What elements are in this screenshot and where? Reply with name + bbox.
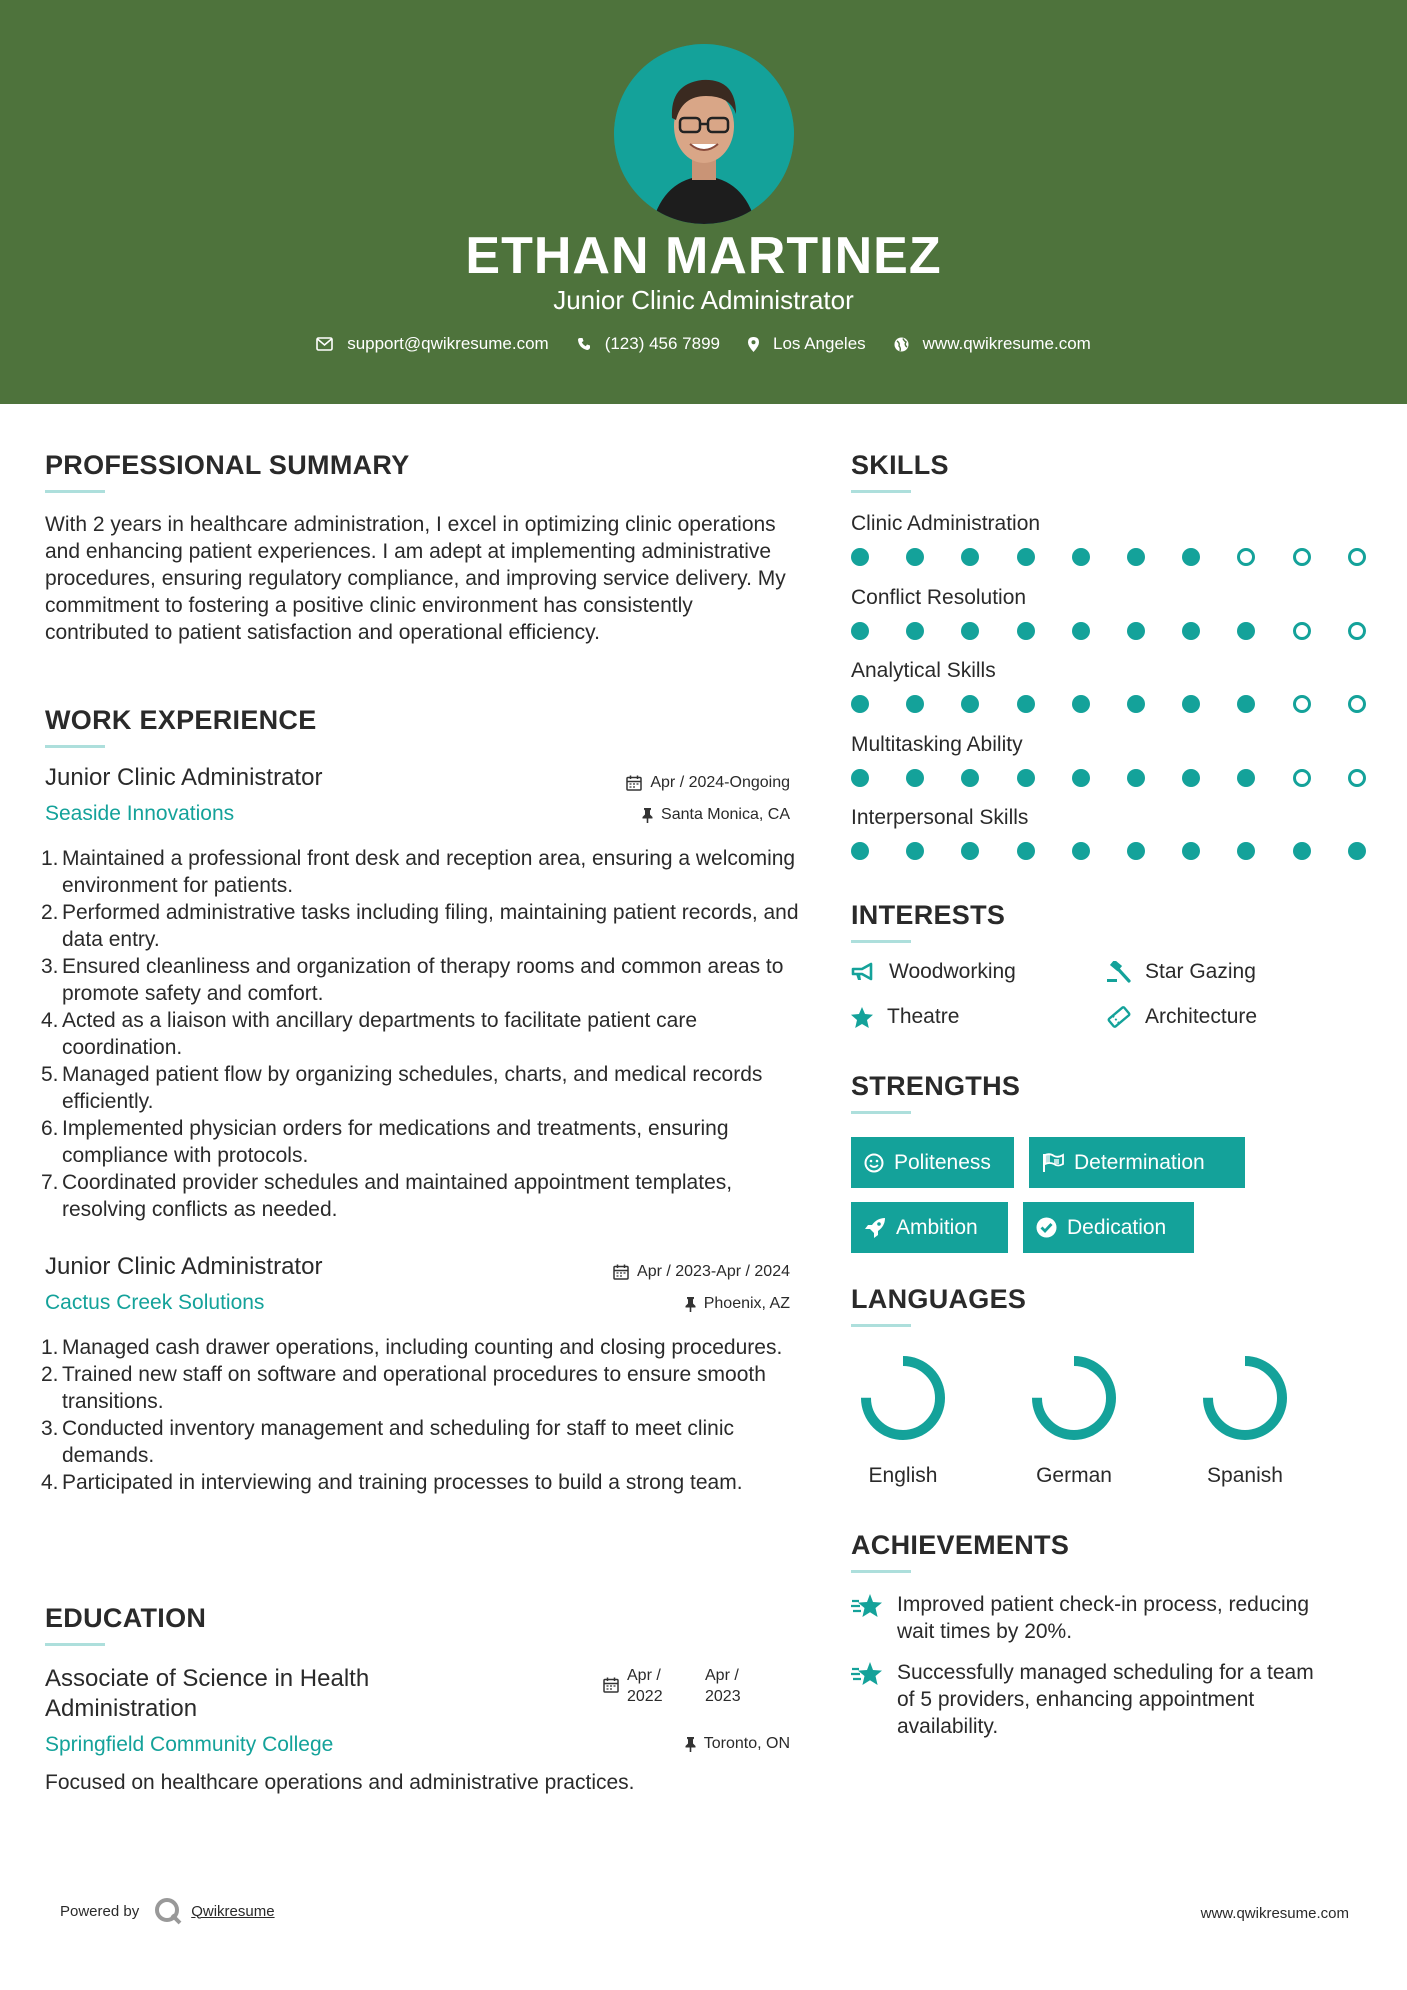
- rating-dot-filled: [1182, 842, 1200, 860]
- achievements-underline: [851, 1570, 911, 1573]
- map-marker-icon: [748, 337, 759, 352]
- rating-dot-empty: [1348, 622, 1366, 640]
- rating-dot-empty: [1348, 769, 1366, 787]
- job-2-company: Cactus Creek Solutions: [45, 1291, 265, 1314]
- rating-dot-filled: [1182, 769, 1200, 787]
- pin-icon: [642, 808, 653, 823]
- skill-rating: [851, 548, 1371, 568]
- rating-dot-empty: [1293, 769, 1311, 787]
- pin-icon: [685, 1737, 696, 1752]
- rating-dot-filled: [1017, 695, 1035, 713]
- contact-email[interactable]: [316, 334, 549, 354]
- footer-url[interactable]: www.qwikresume.com: [1200, 1905, 1349, 1922]
- smile-icon: [864, 1153, 884, 1173]
- job-1-location: Santa Monica, CA: [540, 806, 790, 824]
- rating-dot-filled: [1072, 769, 1090, 787]
- rating-dot-filled: [1072, 622, 1090, 640]
- achievements-heading: ACHIEVEMENTS: [851, 1530, 1070, 1560]
- rating-dot-filled: [1072, 842, 1090, 860]
- location-text: Los Angeles: [773, 334, 866, 353]
- job-1-company: Seaside Innovations: [45, 802, 235, 825]
- rating-dot-filled: [961, 842, 979, 860]
- rating-dot-empty: [1348, 695, 1366, 713]
- list-item: 7. Coordinated provider schedules and maintained appointment templates, resolving conflicts as needed.: [41, 1171, 733, 1221]
- interest-star-gazing: Star Gazing: [1107, 960, 1256, 984]
- language-level-ring: [1200, 1353, 1290, 1443]
- rating-dot-filled: [1127, 622, 1145, 640]
- language-name: German: [1036, 1464, 1112, 1487]
- phone-icon: [577, 337, 591, 351]
- languages-underline: [851, 1324, 911, 1327]
- flag-icon: [1042, 1153, 1064, 1173]
- education-end: Apr / 2023: [705, 1667, 741, 1705]
- rating-dot-filled: [906, 695, 924, 713]
- interests-heading: INTERESTS: [851, 900, 1006, 930]
- skill-rating: [851, 842, 1371, 862]
- contact-phone[interactable]: [577, 334, 720, 354]
- rating-dot-filled: [961, 622, 979, 640]
- language-level-ring: [1029, 1353, 1119, 1443]
- interests-underline: [851, 940, 911, 943]
- job-1-title: Junior Clinic Administrator: [45, 764, 323, 791]
- rating-dot-filled: [1237, 695, 1255, 713]
- rating-dot-filled: [961, 548, 979, 566]
- skill-name: Multitasking Ability: [851, 732, 1023, 756]
- rating-dot-filled: [1182, 695, 1200, 713]
- job-2-location: Phoenix, AZ: [540, 1295, 790, 1313]
- achievement-2: Successfully managed scheduling for a team of 5 providers, enhancing appointment availability.: [851, 1659, 1331, 1740]
- list-item: 2. Performed administrative tasks including filing, maintaining patient records, and data entry.: [41, 901, 799, 951]
- bullhorn-icon: [851, 962, 875, 982]
- skill-name: Clinic Administration: [851, 512, 1041, 535]
- flying-star-icon: [851, 1661, 883, 1687]
- rating-dot-filled: [961, 769, 979, 787]
- rating-dot-filled: [1182, 548, 1200, 566]
- header-banner: [0, 0, 1407, 404]
- rating-dot-filled: [961, 695, 979, 713]
- strength-determination: Determination: [1029, 1137, 1245, 1188]
- interest-woodworking: Woodworking: [851, 960, 1016, 984]
- language-name: English: [868, 1464, 938, 1487]
- interest-theatre: Theatre: [851, 1005, 959, 1029]
- language-level-arc: [1208, 1361, 1282, 1435]
- qwikresume-logo-icon: [153, 1896, 183, 1926]
- rating-dot-filled: [1017, 548, 1035, 566]
- flying-star-icon: [851, 1593, 883, 1619]
- gavel-icon: [1107, 961, 1131, 983]
- rating-dot-filled: [1237, 622, 1255, 640]
- rating-dot-empty: [1293, 622, 1311, 640]
- interest-architecture: Architecture: [1107, 1005, 1257, 1029]
- education-heading: EDUCATION: [45, 1603, 207, 1633]
- skills-heading: SKILLS: [851, 450, 949, 480]
- language-level-ring: [858, 1353, 948, 1443]
- list-item: 4. Participated in interviewing and training processes to build a strong team.: [41, 1471, 743, 1494]
- skill-name: Conflict Resolution: [851, 585, 1027, 609]
- strength-dedication: Dedication: [1023, 1202, 1194, 1253]
- skill-rating: [851, 622, 1371, 642]
- summary-underline: [45, 490, 105, 493]
- rating-dot-empty: [1237, 548, 1255, 566]
- list-item: 2. Trained new staff on software and operational procedures to ensure smooth transitions.: [41, 1363, 766, 1413]
- list-item: 4. Acted as a liaison with ancillary departments to facilitate patient care coordination.: [41, 1009, 697, 1059]
- strengths-underline: [851, 1111, 911, 1114]
- strength-politeness: Politeness: [851, 1137, 1014, 1188]
- list-item: 1. Managed cash drawer operations, including counting and closing procedures.: [41, 1336, 783, 1359]
- rating-dot-empty: [1293, 548, 1311, 566]
- achievement-1: Improved patient check-in process, reducing wait times by 20%.: [851, 1591, 1331, 1645]
- rating-dot-filled: [1017, 842, 1035, 860]
- list-item: 3. Conducted inventory management and scheduling for staff to meet clinic demands.: [41, 1417, 734, 1467]
- contact-website[interactable]: [894, 334, 1091, 354]
- job-1-bullets: [43, 845, 803, 1223]
- job-2-title: Junior Clinic Administrator: [45, 1253, 323, 1280]
- globe-icon: [894, 337, 909, 352]
- education-underline: [45, 1643, 105, 1646]
- avatar: [614, 44, 794, 224]
- calendar-icon: [613, 1264, 629, 1280]
- skill-rating: [851, 695, 1371, 715]
- rating-dot-filled: [906, 842, 924, 860]
- check-circle-icon: [1036, 1217, 1057, 1238]
- star-icon: [851, 1007, 873, 1028]
- rating-dot-filled: [1017, 769, 1035, 787]
- contact-location: [748, 334, 866, 354]
- experience-heading: WORK EXPERIENCE: [45, 705, 317, 735]
- job-2-bullets: [43, 1334, 803, 1496]
- job-1-dates: Apr / 2024-Ongoing: [540, 774, 790, 792]
- strengths-heading: STRENGTHS: [851, 1071, 1021, 1101]
- phone-text: (123) 456 7899: [604, 334, 721, 353]
- email-text: support@qwikresume.com: [347, 334, 549, 353]
- language-level-arc: [866, 1361, 940, 1435]
- skill-name: Interpersonal Skills: [851, 806, 1029, 829]
- language-level-arc: [1037, 1361, 1111, 1435]
- rating-dot-filled: [851, 548, 869, 566]
- strength-ambition: Ambition: [851, 1202, 1008, 1253]
- rating-dot-empty: [1348, 548, 1366, 566]
- rating-dot-filled: [1127, 695, 1145, 713]
- summary-heading: PROFESSIONAL SUMMARY: [45, 450, 410, 480]
- rating-dot-filled: [1017, 622, 1035, 640]
- candidate-name: ETHAN MARTINEZ: [465, 227, 942, 285]
- rating-dot-filled: [1072, 695, 1090, 713]
- education-start: Apr / 2022: [627, 1667, 663, 1705]
- rating-dot-filled: [1237, 842, 1255, 860]
- job-2-dates: Apr / 2023-Apr / 2024: [540, 1263, 790, 1281]
- rating-dot-filled: [851, 622, 869, 640]
- rating-dot-filled: [851, 842, 869, 860]
- experience-underline: [45, 745, 105, 748]
- skills-underline: [851, 490, 911, 493]
- footer-powered-by: Powered by Qwikresume: [60, 1896, 275, 1926]
- rating-dot-filled: [1293, 842, 1311, 860]
- calendar-icon: [626, 775, 642, 791]
- rocket-icon: [864, 1217, 886, 1239]
- rating-dot-filled: [1237, 769, 1255, 787]
- languages-heading: LANGUAGES: [851, 1284, 1027, 1314]
- rating-dot-filled: [1127, 548, 1145, 566]
- education-location: Toronto, ON: [540, 1735, 790, 1753]
- footer-brand-link[interactable]: Qwikresume: [191, 1902, 275, 1920]
- rating-dot-filled: [1127, 842, 1145, 860]
- list-item: 5. Managed patient flow by organizing schedules, charts, and medical records efficiently.: [41, 1063, 763, 1113]
- rating-dot-filled: [1127, 769, 1145, 787]
- calendar-icon: [603, 1677, 619, 1693]
- list-item: 3. Ensured cleanliness and organization of therapy rooms and common areas to promote safety and comfort.: [41, 955, 784, 1005]
- school-name: Springfield Community College: [45, 1733, 334, 1756]
- rating-dot-filled: [851, 695, 869, 713]
- rating-dot-filled: [906, 548, 924, 566]
- rating-dot-filled: [1182, 622, 1200, 640]
- skill-rating: [851, 769, 1371, 789]
- rating-dot-filled: [851, 769, 869, 787]
- rating-dot-filled: [906, 622, 924, 640]
- education-description: Focused on healthcare operations and administrative practices.: [45, 1771, 635, 1794]
- candidate-title: Junior Clinic Administrator: [553, 285, 854, 315]
- summary-text: With 2 years in healthcare administration, I excel in optimizing clinic operations and enhancing patient experiences. I am adept at implementing administrative procedures, ensuring regulatory compliance, and improving service delivery. My commitment to fostering a positive clinic environment has consistently contributed to patient satisfaction and operational efficiency.: [45, 513, 786, 644]
- pin-icon: [685, 1297, 696, 1312]
- rating-dot-filled: [906, 769, 924, 787]
- contact-bar: [0, 334, 1407, 354]
- language-name: Spanish: [1207, 1464, 1283, 1487]
- list-item: 1. Maintained a professional front desk and reception area, ensuring a welcoming environment for patients.: [41, 847, 796, 897]
- website-text: www.qwikresume.com: [922, 334, 1091, 353]
- envelope-icon: [316, 337, 333, 351]
- rating-dot-filled: [1348, 842, 1366, 860]
- list-item: 6. Implemented physician orders for medications and treatments, ensuring compliance with protocols.: [41, 1117, 729, 1167]
- rating-dot-empty: [1293, 695, 1311, 713]
- skill-name: Analytical Skills: [851, 659, 996, 682]
- degree-title: Associate of Science in Health Administration: [45, 1665, 370, 1722]
- education-dates: [603, 1665, 753, 1707]
- rating-dot-filled: [1072, 548, 1090, 566]
- ticket-icon: [1107, 1006, 1131, 1028]
